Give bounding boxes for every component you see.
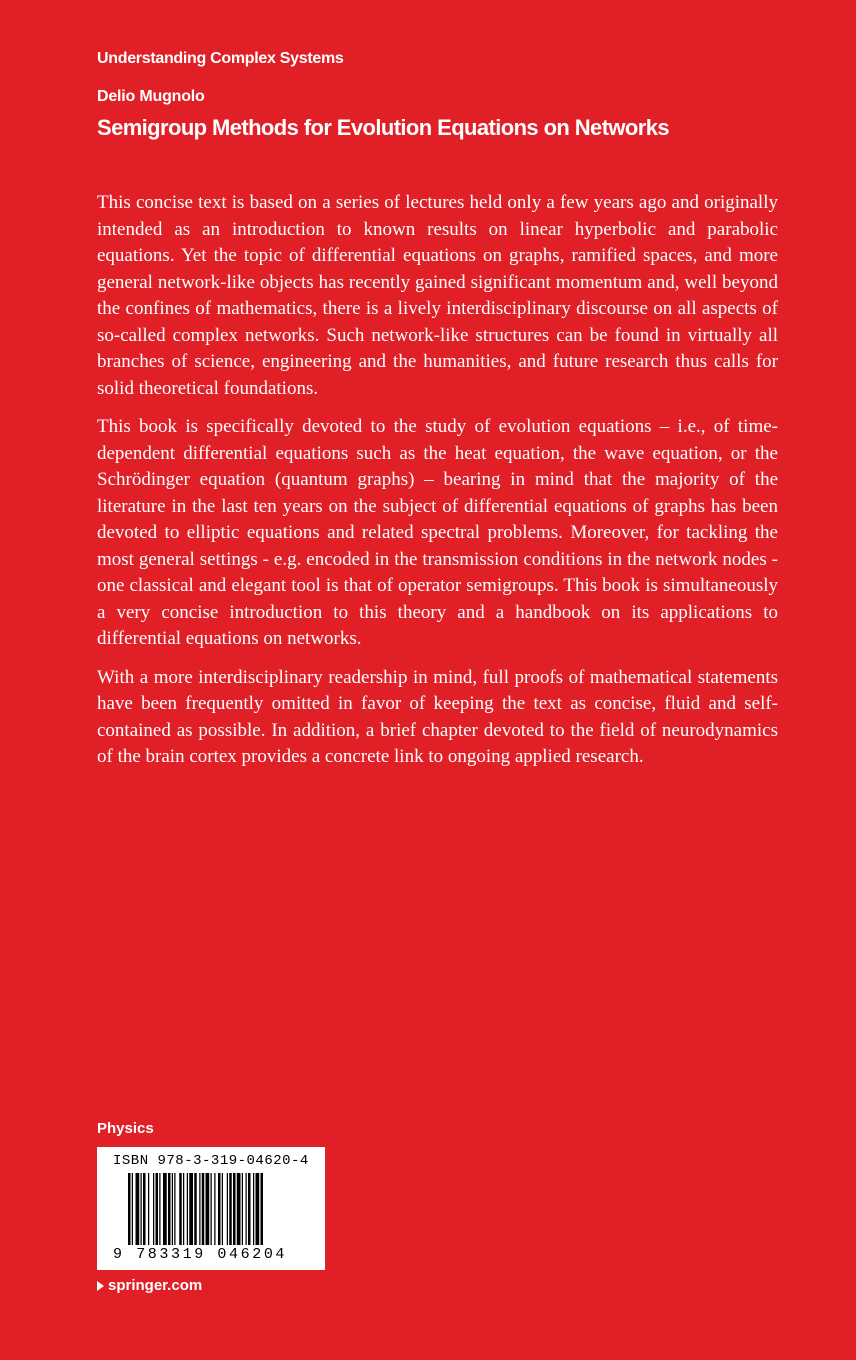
barcode-box [97,1147,325,1270]
series-name: Understanding Complex Systems [97,50,344,67]
publisher-link[interactable] [97,1277,202,1294]
blurb [97,190,778,783]
isbn-label: ISBN 978-3-319-04620-4 [113,1153,309,1169]
blurb-paragraph: This concise text is based on a series of lectures held only a few years ago and originally intended as an introduction to known results on linear hyperbolic and parabolic equations. Yet the topic of differential equations on graphs, ramified spaces, and more general network-like objects has recently gained significant momentum and, well beyond the confines of mathematics, there is a lively interdisciplinary discourse on all aspects of so-called complex networks. Such network-like structures can be found in virtually all branches of science, engineering and the humanities, and future research thus calls for solid theoretical foundations. [97,192,778,399]
publisher-link-label: springer.com [108,1277,203,1294]
subject-label: Physics [97,1120,154,1137]
triangle-arrow-icon [97,1281,104,1291]
author-name: Delio Mugnolo [97,88,205,105]
barcode-digits: 9 783319 046204 [113,1246,288,1263]
blurb-paragraph: With a more interdisciplinary readership in mind, full proofs of mathematical statements have been frequently omitted in favor of keeping the text as concise, fluid and self-contained as possible. In addition, a brief chapter devoted to the field of neurodynamics of the brain cortex provides a concrete link to ongoing applied research. [97,666,778,767]
blurb-paragraph: This book is specifically devoted to the study of evolution equations – i.e., of time-dependent differential equations such as the heat equation, the wave equation, or the Schrödinger equation (quantum graphs) – bearing in mind that the majority of the literature in the last ten years on the subject of differential equations of graphs has been devoted to elliptic equations and related spectral problems. Moreover, for tackling the most general settings - e.g. encoded in the transmission conditions in the network nodes - one classical and elegant tool is that of operator semigroups. This book is simultaneously a very concise introduction to this theory and a handbook on its applications to differential equations on networks. [97,416,778,649]
book-title: Semigroup Methods for Evolution Equations on Networks [97,115,669,140]
